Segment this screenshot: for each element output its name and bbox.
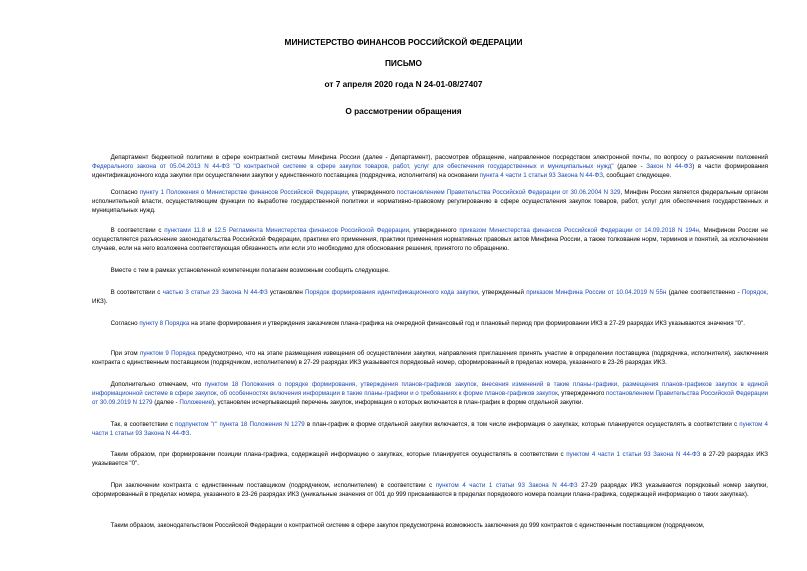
legal-reference-link[interactable]: Закон N 44-ФЗ (646, 163, 693, 170)
paragraph-text: . (189, 430, 192, 437)
paragraph-text: в план-график в форме отдельной закупки включается, в том числе информация о закупках, которые планируется осуществлять в соответствии с (304, 421, 740, 428)
paragraph-text: и (205, 227, 215, 234)
paragraph-text: (далее - (613, 163, 647, 170)
legal-reference-link[interactable]: пункта 4 части 1 статьи 93 Закона N 44-ФЗ (479, 172, 603, 179)
paragraph-text: , утвержденного (557, 390, 607, 397)
paragraph-text: При заключении контракта с единственным поставщиком (подрядчиком, исполнителем) в соответствии с (110, 482, 436, 489)
paragraph-text: установлен (267, 289, 306, 296)
paragraph-text: Департамент бюджетной политики в сфере контрактной системы Минфина России (далее - Департамент), рассмотрев обращение, направленное посредством электронной почты, по вопросу о разъяснении положений (110, 154, 768, 161)
ministry-heading: МИНИСТЕРСТВО ФИНАНСОВ РОССИЙСКОЙ ФЕДЕРАЦИИ (284, 37, 523, 47)
legal-reference-link[interactable]: пунктом 9 Порядка (139, 350, 196, 357)
legal-reference-link[interactable]: Порядок (741, 289, 767, 296)
document-date-number: от 7 апреля 2020 года N 24-01-08/27407 (324, 79, 483, 89)
paragraph-text: Согласно (110, 320, 140, 327)
paragraph-6 (92, 319, 768, 328)
document-subject: О рассмотрении обращения (345, 106, 462, 116)
paragraph-text: на этапе формирования и утверждения заказчиком плана-графика на очередной финансовый год и плановый период при формировании ИКЗ в 27-29 разрядах ИКЗ указываются значения "0". (189, 320, 745, 327)
document-type: ПИСЬМО (384, 58, 423, 68)
paragraph-text: При этом (110, 350, 140, 357)
paragraph-text: Так, в соответствии с (110, 421, 176, 428)
legal-reference-link[interactable]: Федерального закона от 05.04.2013 N 44-ФЗ "О контрактной системе в сфере закупок товаров, работ, услуг для обеспечения государственных и муниципальных нужд" (92, 163, 614, 170)
paragraph-text: Согласно (110, 189, 140, 196)
paragraph-text: Таким образом, при формировании позиции плана-графика, содержащей информацию о закупках, которые планируется осуществлять в соответствии с (110, 451, 567, 458)
paragraph-text: 27-29 разрядах ИКЗ указывается порядковый номер закупки, сформированный в пределах номера, указанного в 23-26 разрядах ИКЗ (уникальные значения от 001 до 999 присваиваются в пределах порядкового номера позиции плана-графика, содержащей информацию о таких закупках). (92, 482, 768, 498)
legal-reference-link[interactable]: пункту 8 Порядка (139, 320, 190, 327)
paragraph-text: , Минфином России не осуществляется разъяснение законодательства Российской Федерации, практики его применения, практики применения нормативных правовых актов Минфина России, а также толкование норм, терминов и понятий, за исключением случаев, если на него возложена соответствующая обязанность или если это необходимо для обоснования решения, принятого по обращению. (92, 227, 768, 252)
legal-reference-link[interactable]: частью 3 статьи 23 Закона N 44-ФЗ (162, 289, 268, 296)
legal-reference-link[interactable]: приказом Минфина России от 10.04.2019 N 55н (526, 289, 667, 296)
paragraph-text: Таким образом, законодательством Российской Федерации о контрактной системе в сфере закупок предусмотрена возможность заключения до 999 контрактов с единственным поставщиком (подрядчиком, (110, 522, 705, 529)
legal-reference-link[interactable]: пунктом 4 части 1 статьи 93 Закона N 44-ФЗ (435, 482, 578, 489)
paragraph-2 (92, 188, 768, 215)
legal-reference-link[interactable]: постановлением Правительства Российской Федерации от 30.09.2019 N 1279 (92, 390, 768, 406)
legal-reference-link[interactable]: приказом Министерства финансов Российской Федерации от 14.09.2018 N 194н (459, 227, 699, 234)
paragraph-7 (92, 349, 768, 367)
paragraph-text: Вместе с тем в рамках установленной компетенции полагаем возможным сообщить следующее. (110, 267, 390, 274)
paragraph-5 (92, 288, 768, 306)
legal-reference-link[interactable]: 12.5 Регламента Министерства финансов Российской Федерации (214, 227, 410, 234)
legal-reference-link[interactable]: пунктом 4 части 1 статьи 93 Закона N 44-ФЗ (92, 421, 768, 437)
legal-reference-link[interactable]: подпунктом "г" пункта 18 Положения N 1279 (175, 421, 305, 428)
paragraph-3 (92, 226, 768, 253)
paragraph-text: , утвержденного (347, 189, 397, 196)
legal-reference-link[interactable]: Порядок формирования идентификационного кода закупки (305, 289, 479, 296)
paragraph-text: (далее соответственно - (666, 289, 742, 296)
paragraph-9 (92, 420, 768, 438)
paragraph-text: (далее - (152, 399, 180, 406)
paragraph-text: , сообщает следующее. (602, 172, 672, 179)
paragraph-text: , утвержденного (409, 227, 460, 234)
paragraph-12 (92, 521, 768, 530)
paragraph-text: В соответствии с (110, 227, 165, 234)
legal-reference-link[interactable]: пункту 1 Положения о Министерстве финансов Российской Федерации (139, 189, 348, 196)
paragraph-10 (92, 450, 768, 468)
paragraph-4 (92, 266, 768, 275)
paragraph-text: , ИКЗ). (92, 289, 768, 305)
paragraph-text: ), установлен исчерпывающий перечень закупок, информация о которых включается в план-график в форме отдельной закупки. (212, 399, 584, 406)
paragraph-text: предусмотрено, что на этапе размещения извещения об осуществлении закупки, направления приглашения принять участие в определении поставщика (подрядчика, исполнителя), заключения контракта с единственным поставщиком (подрядчиком, исполнителем) в 27-29 разрядах ИКЗ указывается порядковый номер, сформированный в пределах номера, указанного в 23-26 разрядах ИКЗ. (92, 350, 768, 366)
paragraph-text: в 27-29 разрядах ИКЗ указывается "0". (92, 451, 768, 467)
legal-reference-link[interactable]: пунктом 4 части 1 статьи 93 Закона N 44-ФЗ (566, 451, 701, 458)
legal-reference-link[interactable]: пунктами 11.8 (164, 227, 206, 234)
paragraph-text: , утвержденный (478, 289, 527, 296)
legal-reference-link[interactable]: Положение (179, 399, 213, 406)
paragraph-text: , Минфин России является федеральным органом исполнительной власти, осуществляющим функции по выработке государственной политики и нормативно-правовому регулированию в сфере осуществления закупок товаров, работ, услуг для обеспечения государственных и муниципальных нужд. (92, 189, 769, 214)
legal-reference-link[interactable]: постановлением Правительства Российской Федерации от 30.06.2004 N 329 (396, 189, 621, 196)
legal-reference-link[interactable]: пунктом 18 Положения о порядке формирования, утверждения планов-графиков закупок, внесения изменений в такие планы-графики, размещения планов-графиков закупок в единой информационной системе в сфере закупок, об особенностях включения информации в такие планы-графики и о требованиях к форме планов-графиков закупок (92, 381, 768, 397)
paragraph-text: В соответствии с (110, 289, 163, 296)
paragraph-8 (92, 380, 768, 407)
paragraph-1 (92, 153, 768, 180)
paragraph-text: Дополнительно отмечаем, что (110, 381, 205, 388)
paragraph-11 (92, 481, 768, 499)
paragraph-text: ) в части формирования идентификационного кода закупки при осуществлении закупки у единственного поставщика (подрядчика, исполнителя) на основании (92, 163, 768, 179)
